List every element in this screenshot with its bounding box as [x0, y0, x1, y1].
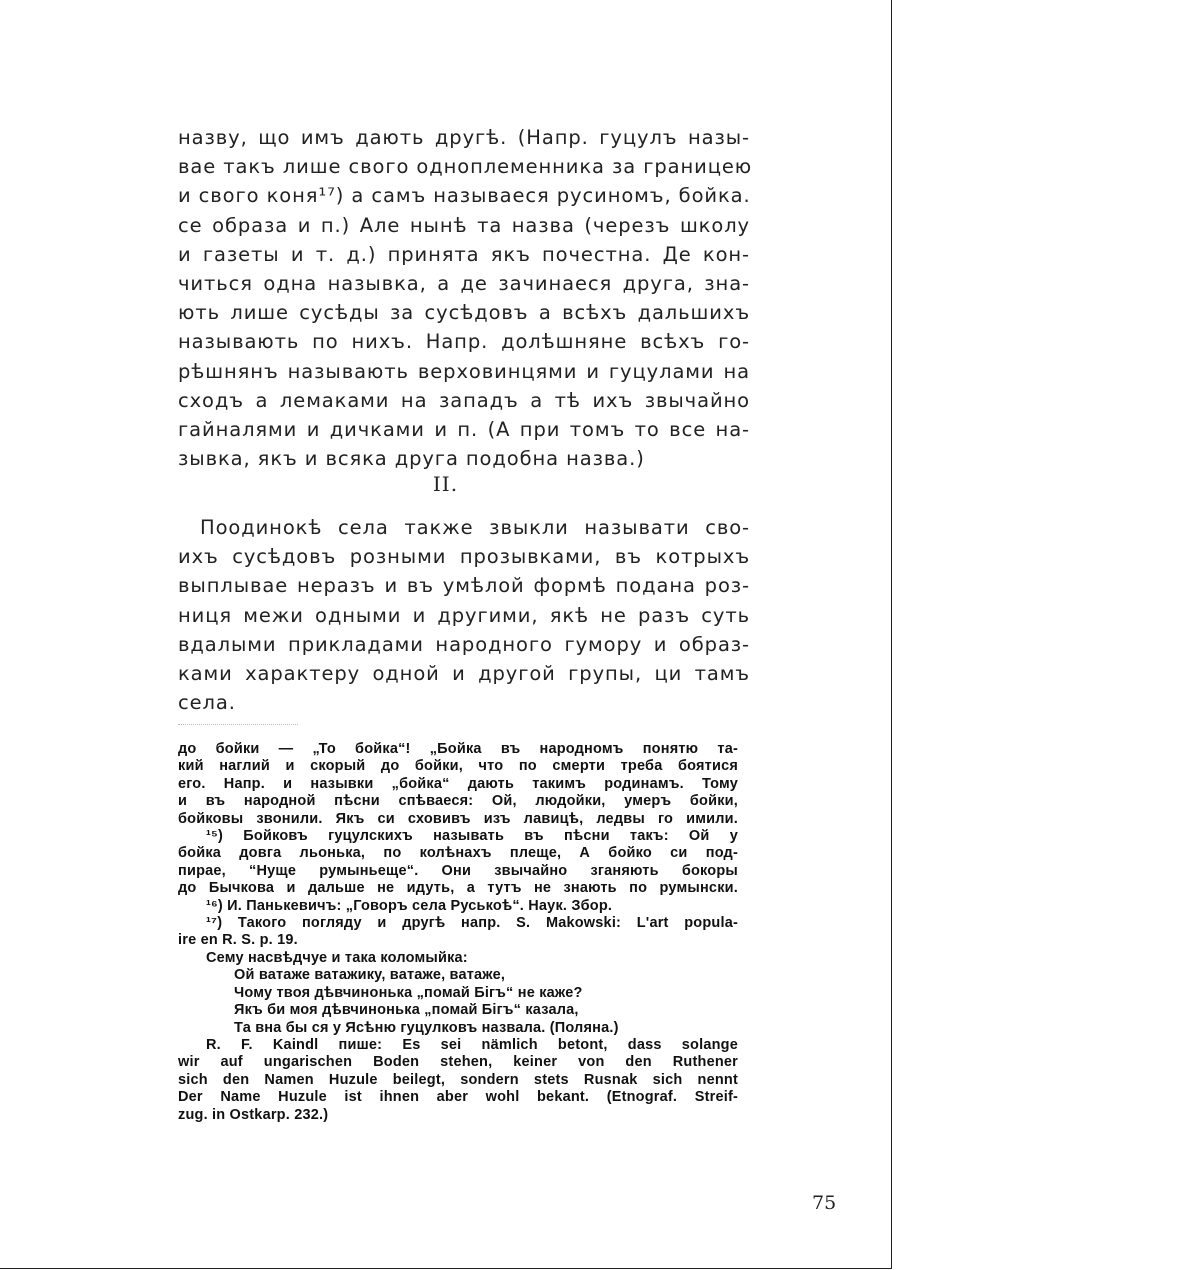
footnote-line: ¹⁶) И. Панькевичъ: „Говоръ села Руськоѣ“. Наук. Збор. [206, 897, 613, 914]
footnote-line: R. F. Kaindl пише: Es sei nämlich betont, dass solange [206, 1036, 738, 1053]
section-heading: II. [432, 472, 459, 496]
footnote-line: пирае, “Нуще румыньеще“. Они звычайно зганяють бокоры [178, 862, 738, 879]
footnote-line: Сему насвѣдчуе и така коломыйка: [206, 949, 468, 966]
paragraph-2 [178, 513, 750, 717]
text-line: вае такъ лише свого одноплеменника за границею [178, 155, 753, 179]
footnote-line: sich den Namen Huzule beilegt, sondern stets Rusnak sich nennt [178, 1071, 738, 1088]
text-line: гайналями и дичками и п. (А при томъ то все на- [178, 418, 750, 442]
verse-line: Якъ би моя дѣвчинонька „помай Бігъ“ казала, [234, 1002, 579, 1019]
footnote-line: бойковы звонили. Якъ си сховивъ изъ лавицѣ, ледвы го имили. [178, 810, 738, 827]
paragraph-1 [178, 123, 753, 473]
verse-line: Та вна бы ся у Ясѣню гуцулковъ назвала. (Поляна.) [234, 1019, 619, 1036]
text-line: села. [178, 691, 236, 715]
text-line: рѣшнянъ называють верховинцями и гуцулами на [178, 359, 750, 383]
verse-line: Ой ватаже ватажику, ватаже, ватаже, [234, 967, 506, 984]
footnote-line: его. Напр. и назывки „бойка“ дають такимъ родинамъ. Тому [178, 775, 738, 792]
footnote-line: и въ народной пѣсни спѣваеся: Ой, людойки, умеръ бойки, [178, 793, 738, 810]
page-number: 75 [812, 1192, 837, 1214]
text-line: ниця межи одными и другими, якѣ не разъ суть [178, 603, 750, 627]
text-line: сходъ а лемаками на западъ а тѣ ихъ звычайно [178, 388, 750, 412]
text-line: называють по нихъ. Напр. долѣшняне всѣхъ го- [178, 330, 750, 354]
footnote-line: ire en R. S. p. 19. [178, 932, 298, 949]
footnote-line: до Бычкова и дальше не идуть, а тутъ не знають по румынски. [178, 880, 738, 897]
text-line: выплывае неразъ и въ умѣлой формѣ подана роз- [178, 574, 750, 598]
text-line: ихъ сусѣдовъ розными прозывками, въ котрыхъ [178, 545, 750, 569]
text-line: ють лише сусѣды за сусѣдовъ а всѣхъ дальшихъ [178, 301, 750, 325]
footnote-line: zug. in Ostkarp. 232.) [178, 1106, 329, 1123]
text-line: назву, що имъ дають другѣ. (Напр. гуцулъ назы- [178, 126, 750, 149]
text-line: вдалыми прикладами народного гумору и образ- [178, 632, 750, 656]
text-line: Поодинокѣ села также звыкли называти сво- [200, 516, 750, 539]
text-line: и газеты и т. д.) принята якъ почестна. Де кон- [178, 242, 750, 266]
footnote-line: wir auf ungarischen Boden stehen, keiner von den Ruthener [178, 1054, 738, 1071]
text-line: ками характеру одной и другой групы, ци тамъ [178, 662, 750, 686]
footnote-divider [178, 724, 298, 725]
footnote-line: бойка довга льонька, по колѣнахъ плеще, А бойко си под- [178, 845, 738, 862]
footnote-line: до бойки — „То бойка“! „Бойка въ народномъ понятю та- [178, 741, 738, 757]
text-line: и свого коня¹⁷) а самъ называеся русиномъ, бойка. [178, 184, 751, 208]
footnote-line: Der Name Huzule ist ihnen aber wohl bekant. (Etnograf. Streif- [178, 1089, 738, 1106]
text-line: се образа и п.) Але нынѣ та назва (черезъ школу [178, 213, 750, 237]
footnotes [178, 741, 738, 1124]
footnote-line: ¹⁵) Бойковъ гуцулскихъ называть въ пѣсни такъ: Ой у [206, 828, 738, 845]
verse-line: Чому твоя дѣвчинонька „помай Бігъ“ не каже? [234, 984, 583, 1001]
footnote-line: ¹⁷) Такого погляду и другѣ напр. S. Makowski: L'art popula- [206, 915, 738, 932]
footnote-line: кий наглий и скорый до бойки, что по смерти треба боятися [178, 758, 738, 775]
text-line: зывка, якъ и всяка друга подобна назва.) [178, 447, 645, 471]
text-line: читься одна назывка, а де зачинаеся друга, зна- [178, 272, 750, 296]
